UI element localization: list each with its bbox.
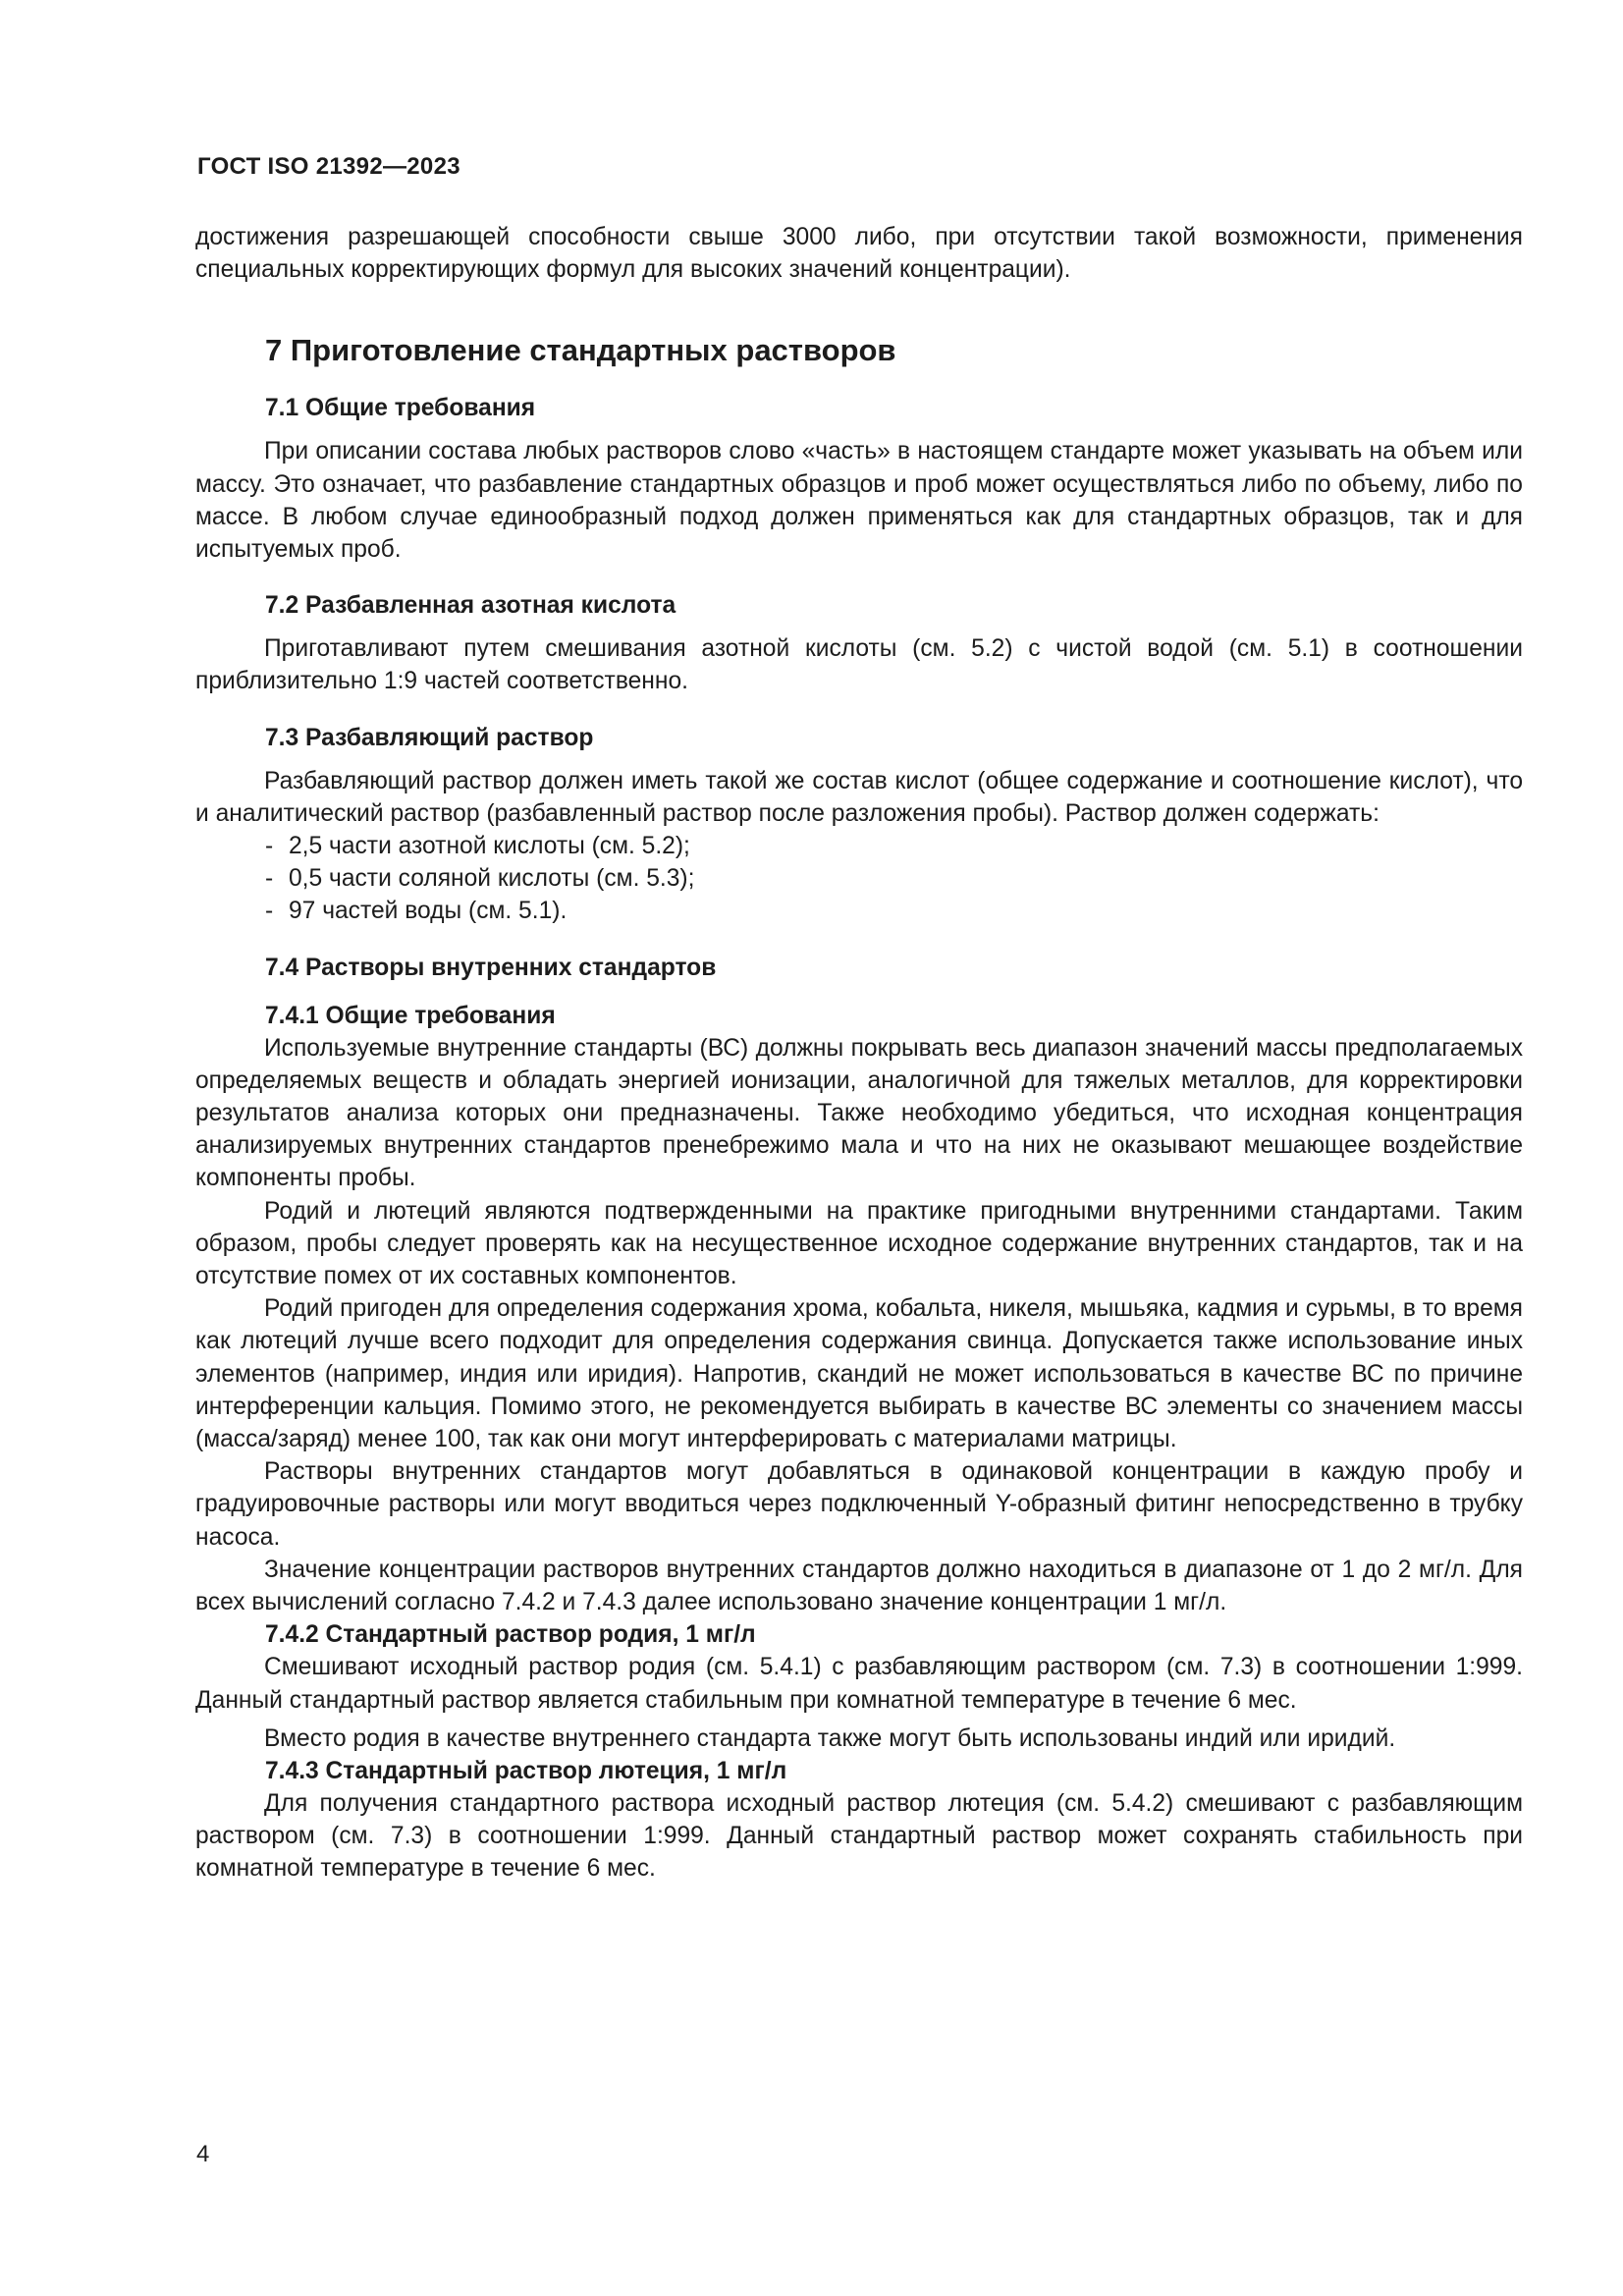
section-7-4-1-p4: Растворы внутренних стандартов могут добавляться в одинаковой концентрации в каждую пробу и градуировочные растворы или могут вводиться через подключенный Y-образный фитинг непосредственно в трубку насоса. (195, 1458, 1523, 1551)
section-7-4-3-p1: Для получения стандартного раствора исходный раствор лютеция (см. 5.4.2) смешивают с разбавляющим раствором (см. 7.3) в соотношении 1:999. Данный стандартный раствор может сохранять стабильность при комнатной температуре в течение 6 мес. (195, 1789, 1523, 1883)
section-7-4-1-heading: 7.4.1 Общие требования (265, 1002, 556, 1029)
list-item: - 97 частей воды (см. 5.1). (265, 898, 568, 925)
section-7-1-heading: 7.1 Общие требования (265, 395, 536, 422)
page-number: 4 (196, 2141, 210, 2167)
section-7-2-text: Приготавливают путем смешивания азотной кислоты (см. 5.2) с чистой водой (см. 5.1) в соотношении приблизительно 1:9 частей соответственно. (195, 635, 1523, 695)
section-7-3-list (195, 830, 1523, 928)
section-7-4-1-p3: Родий пригоден для определения содержания хрома, кобальта, никеля, мышьяка, кадмия и сурьмы, в то время как лютеций лучше всего подходит для определения содержания свинца. Допускается также использование иных элементов (например, индия или иридия). Напротив, скандий не может использоваться в качестве ВС по причине интерференции кальция. Помимо этого, не рекомендуется выбирать в качестве ВС элементы со значением массы (масса/заряд) менее 100, так как они могут интерферировать с материалами матрицы. (195, 1295, 1523, 1453)
section-7-4-1-p5: Значение концентрации растворов внутренних стандартов должно находиться в диапазоне от 1 до 2 мг/л. Для всех вычислений согласно 7.4.2 и 7.4.3 далее использовано значение концентрации 1 мг/л. (195, 1556, 1523, 1616)
section-7-4-1-p2: Родий и лютеций являются подтвержденными на практике пригодными внутренними стандартами. Таким образом, пробы следует проверять как на несущественное исходное содержание внутренних стандартов, так и на отсутствие помех от их составных компонентов. (195, 1197, 1523, 1290)
section-7-4-3-heading: 7.4.3 Стандартный раствор лютеция, 1 мг/л (265, 1757, 787, 1784)
section-7-4-2-p1: Смешивают исходный раствор родия (см. 5.4.1) с разбавляющим раствором (см. 7.3) в соотношении 1:999. Данный стандартный раствор является стабильным при комнатной температуре в течение 6 мес. (195, 1654, 1523, 1714)
section-7-title: 7 Приготовление стандартных растворов (265, 333, 896, 368)
section-7-4-1-p1: Используемые внутренние стандарты (ВС) должны покрывать весь диапазон значений массы предполагаемых определяемых веществ и обладать энергией ионизации, аналогичной для тяжелых металлов, для корректировки результатов анализа которых они предназначены. Также необходимо убедиться, что исходная концентрация анализируемых внутренних стандартов пренебрежимо мала и что на них не оказывают мешающее воздействие компоненты пробы. (195, 1034, 1523, 1192)
section-7-4-2-heading: 7.4.2 Стандартный раствор родия, 1 мг/л (265, 1621, 756, 1649)
list-item: - 0,5 части соляной кислоты (см. 5.3); (265, 865, 695, 893)
page-content (195, 221, 1523, 1886)
list-item: - 2,5 части азотной кислоты (см. 5.2); (265, 833, 690, 860)
section-7-3-text: Разбавляющий раствор должен иметь такой же состав кислот (общее содержание и соотношение кислот), что и аналитический раствор (разбавленный раствор после разложения пробы). Раствор должен содержать: (195, 767, 1523, 827)
document-header: ГОСТ ISO 21392—2023 (197, 153, 460, 180)
intro-paragraph: достижения разрешающей способности свыше 3000 либо, при отсутствии такой возможности, применения специальных корректирующих формул для высоких значений концентрации). (195, 224, 1523, 284)
section-7-1-text: При описании состава любых растворов слово «часть» в настоящем стандарте может указывать на объем или массу. Это означает, что разбавление стандартных образцов и проб может осуществляться либо по объему, либо по массе. В любом случае единообразный подход должен применяться как для стандартных образцов, так и для испытуемых проб. (195, 438, 1523, 564)
section-7-3-heading: 7.3 Разбавляющий раствор (265, 724, 594, 751)
section-7-2-heading: 7.2 Разбавленная азотная кислота (265, 592, 676, 620)
section-7-4-heading: 7.4 Растворы внутренних стандартов (265, 954, 717, 981)
section-7-4-2-p2: Вместо родия в качестве внутреннего стандарта также могут быть использованы индий или иридий. (264, 1724, 1396, 1752)
